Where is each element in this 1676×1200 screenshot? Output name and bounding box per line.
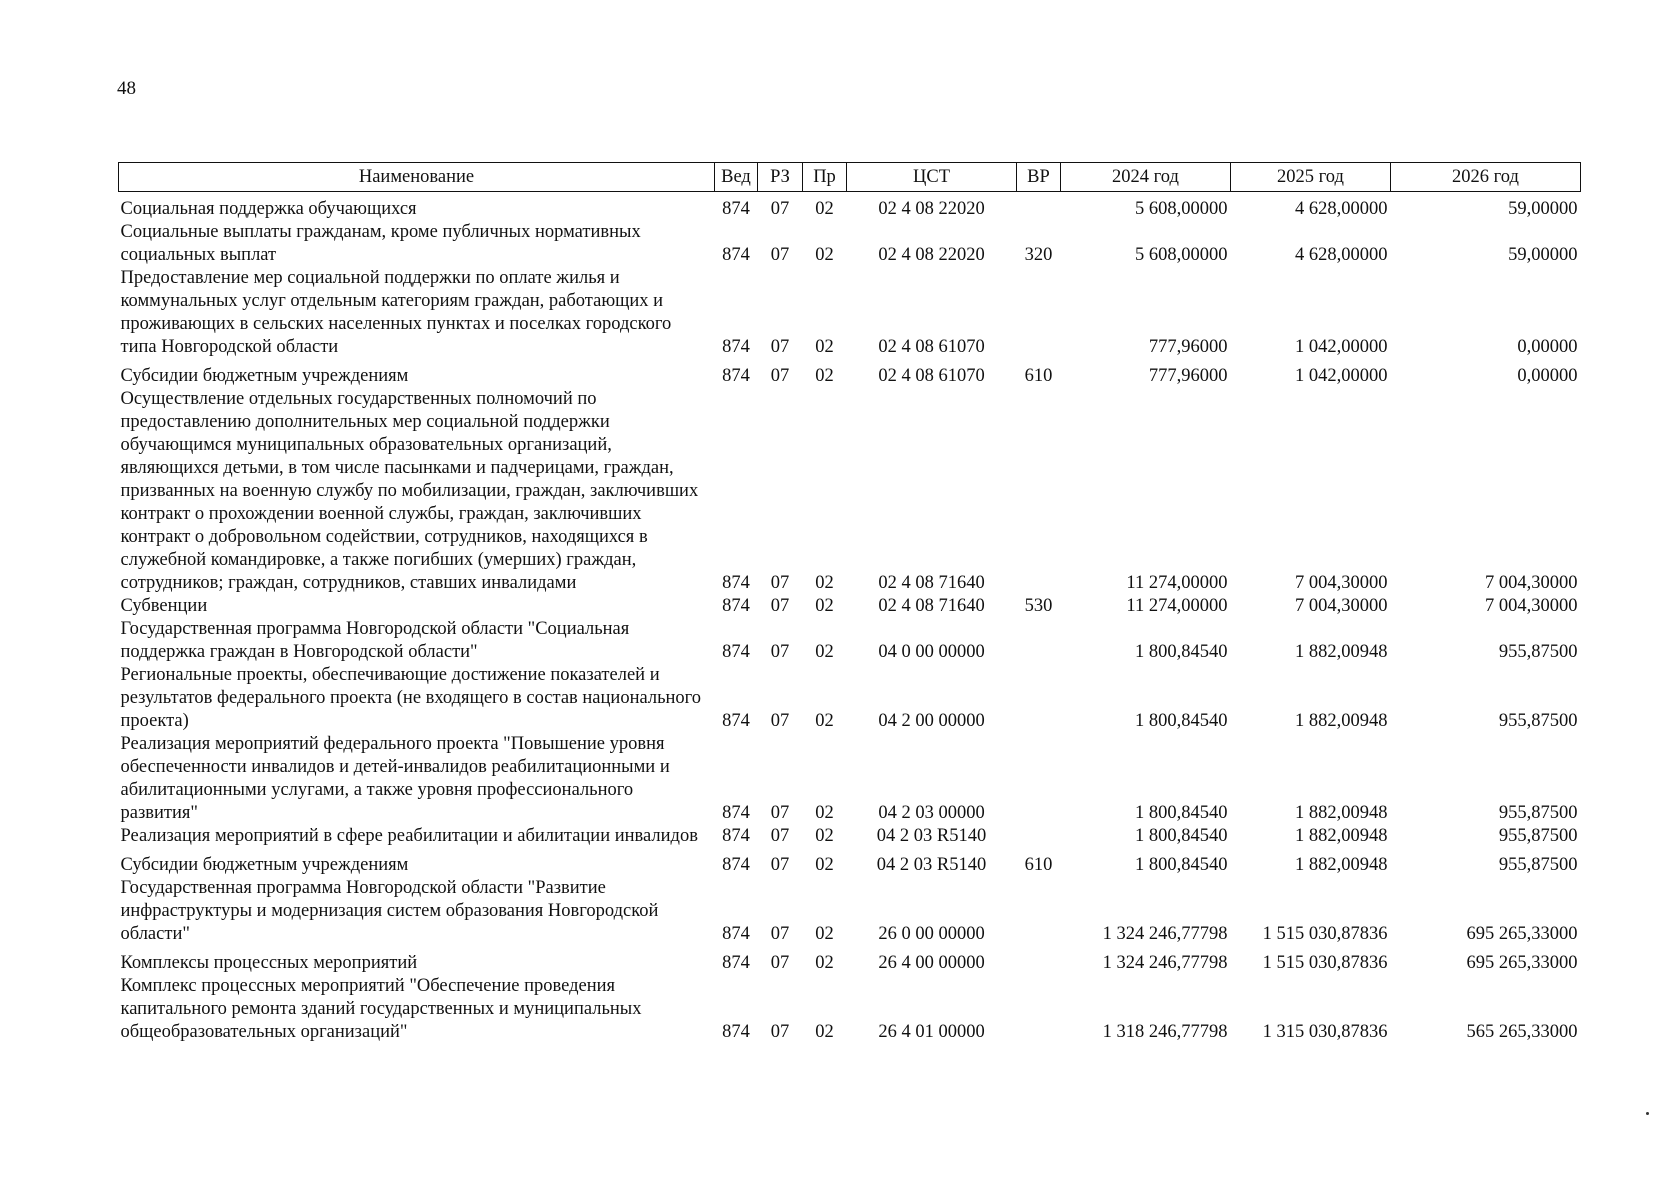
cell-ved: 874 [722, 803, 750, 823]
cell-vr: 610 [1024, 366, 1053, 386]
cell-2025: 1 882,00948 [1295, 826, 1388, 846]
header-2024: 2024 год [1061, 163, 1231, 192]
cell-2024: 777,96000 [1148, 366, 1228, 386]
table-row [119, 221, 1581, 267]
cell-pr: 02 [815, 924, 834, 944]
cell-pr: 02 [815, 337, 834, 357]
cell-2026: 0,00000 [1517, 337, 1578, 357]
cell-vr [1017, 825, 1061, 848]
cell-2025: 1 882,00948 [1295, 711, 1388, 731]
header-2025: 2025 год [1231, 163, 1391, 192]
table-row [119, 877, 1581, 946]
cell-vr [1017, 975, 1061, 1044]
cell-2025: 1 315 030,87836 [1262, 1022, 1388, 1042]
table-row [119, 946, 1581, 975]
table-row [119, 595, 1581, 618]
cell-ved: 874 [722, 953, 750, 973]
cell-vr [1017, 946, 1061, 975]
cell-2025: 7 004,30000 [1295, 596, 1388, 616]
cell-vr: 320 [1024, 245, 1053, 265]
cell-2025: 1 882,00948 [1295, 803, 1388, 823]
cell-2024: 1 800,84540 [1135, 826, 1228, 846]
cell-rz: 07 [770, 596, 790, 616]
cell-cst: 02 4 08 22020 [878, 199, 985, 219]
table-row [119, 618, 1581, 664]
cell-2026: 7 004,30000 [1485, 573, 1578, 593]
budget-table-container [118, 162, 1580, 1044]
cell-2026: 695 265,33000 [1466, 953, 1578, 973]
cell-ved: 874 [722, 245, 750, 265]
cell-ved: 874 [722, 711, 750, 731]
cell-pr: 02 [815, 642, 834, 662]
cell-cst: 04 0 00 00000 [878, 642, 985, 662]
cell-rz: 07 [770, 337, 790, 357]
cell-vr [1017, 388, 1061, 595]
cell-ved: 874 [722, 826, 750, 846]
cell-vr [1017, 618, 1061, 664]
cell-2024: 11 274,00000 [1126, 573, 1228, 593]
header-pr: Пр [803, 163, 847, 192]
cell-rz: 07 [770, 199, 790, 219]
cell-2024: 1 800,84540 [1135, 642, 1228, 662]
cell-vr: 530 [1024, 596, 1053, 616]
cell-rz: 07 [770, 826, 790, 846]
cell-name: Субвенции [120, 596, 208, 616]
cell-cst: 04 2 00 00000 [878, 711, 985, 731]
table-row [119, 825, 1581, 848]
cell-ved: 874 [722, 366, 750, 386]
cell-vr [1017, 877, 1061, 946]
cell-name: Реализация мероприятий федерального проекта "Повышение уровня обеспеченности инвалидов и детей-инвалидов реабилитационными и абилитационными услугами, а также уровня профессионального развития" [120, 734, 670, 823]
cell-2024: 1 800,84540 [1135, 855, 1228, 875]
table-row [119, 192, 1581, 222]
cell-2025: 1 042,00000 [1295, 337, 1388, 357]
cell-pr: 02 [815, 573, 834, 593]
cell-2025: 1 042,00000 [1295, 366, 1388, 386]
scan-speck [1646, 1112, 1649, 1115]
cell-name: Осуществление отдельных государственных полномочий по предоставлению дополнительных мер социальной поддержки обучающимся муниципальных образовательных организаций, являющихся детьми, в том числе пасынками и падчерицами, граждан, призванных на военную службу по мобилизации, граждан, заключивших контракт о прохождении военной службы, граждан, заключивших контракт о добровольном содействии, сотрудников, находящихся в служебной командировке, а также погибших (умерших) граждан, сотрудников; граждан, сотрудников, ставших инвалидами [120, 389, 699, 593]
table-row [119, 664, 1581, 733]
cell-ved: 874 [722, 573, 750, 593]
cell-cst: 02 4 08 71640 [878, 573, 985, 593]
cell-2024: 1 324 246,77798 [1102, 953, 1228, 973]
cell-ved: 874 [722, 642, 750, 662]
cell-rz: 07 [770, 245, 790, 265]
cell-pr: 02 [815, 855, 834, 875]
cell-2026: 565 265,33000 [1466, 1022, 1578, 1042]
cell-ved: 874 [722, 337, 750, 357]
header-name: Наименование [119, 163, 715, 192]
cell-2025: 4 628,00000 [1295, 199, 1388, 219]
table-row [119, 975, 1581, 1044]
cell-rz: 07 [770, 366, 790, 386]
table-header-row [119, 163, 1581, 192]
cell-rz: 07 [770, 803, 790, 823]
cell-2024: 1 800,84540 [1135, 711, 1228, 731]
cell-pr: 02 [815, 596, 834, 616]
cell-rz: 07 [770, 642, 790, 662]
cell-2025: 1 515 030,87836 [1262, 924, 1388, 944]
cell-2025: 1 882,00948 [1295, 642, 1388, 662]
cell-cst: 04 2 03 R5140 [876, 826, 987, 846]
cell-2024: 1 800,84540 [1135, 803, 1228, 823]
cell-cst: 04 2 03 R5140 [876, 855, 987, 875]
cell-2025: 1 882,00948 [1295, 855, 1388, 875]
page-number: 48 [117, 78, 136, 99]
cell-name: Социальная поддержка обучающихся [120, 199, 417, 219]
cell-name: Социальные выплаты гражданам, кроме публичных нормативных социальных выплат [120, 222, 641, 265]
cell-name: Реализация мероприятий в сфере реабилитации и абилитации инвалидов [120, 826, 698, 846]
cell-rz: 07 [770, 855, 790, 875]
cell-ved: 874 [722, 924, 750, 944]
cell-cst: 02 4 08 61070 [878, 337, 985, 357]
cell-2026: 955,87500 [1498, 711, 1578, 731]
cell-name: Комплекс процессных мероприятий "Обеспечение проведения капитального ремонта зданий государственных и муниципальных общеобразовательных организаций" [120, 976, 642, 1042]
cell-2024: 777,96000 [1148, 337, 1228, 357]
header-vr: ВР [1017, 163, 1061, 192]
cell-cst: 02 4 08 61070 [878, 366, 985, 386]
cell-cst: 26 0 00 00000 [878, 924, 985, 944]
cell-pr: 02 [815, 1022, 834, 1042]
table-row [119, 359, 1581, 388]
cell-ved: 874 [722, 199, 750, 219]
cell-2026: 695 265,33000 [1466, 924, 1578, 944]
cell-pr: 02 [815, 245, 834, 265]
cell-2026: 59,00000 [1508, 245, 1578, 265]
cell-rz: 07 [770, 924, 790, 944]
cell-2026: 955,87500 [1498, 826, 1578, 846]
cell-2026: 59,00000 [1508, 199, 1578, 219]
cell-pr: 02 [815, 199, 834, 219]
cell-ved: 874 [722, 855, 750, 875]
cell-ved: 874 [722, 596, 750, 616]
cell-vr [1017, 733, 1061, 825]
cell-2024: 5 608,00000 [1135, 199, 1228, 219]
table-row [119, 733, 1581, 825]
table-body [119, 192, 1581, 1045]
cell-2024: 1 318 246,77798 [1102, 1022, 1228, 1042]
table-row [119, 848, 1581, 877]
table-row [119, 267, 1581, 359]
cell-pr: 02 [815, 803, 834, 823]
cell-name: Субсидии бюджетным учреждениям [120, 855, 409, 875]
cell-name: Комплексы процессных мероприятий [120, 953, 418, 973]
cell-name: Предоставление мер социальной поддержки по оплате жилья и коммунальных услуг отдельным категориям граждан, работающих и проживающих в сельских населенных пунктах и поселках городского типа Новгородской области [120, 268, 672, 357]
cell-2026: 955,87500 [1498, 803, 1578, 823]
cell-name: Региональные проекты, обеспечивающие достижение показателей и результатов федерального проекта (не входящего в состав национального проекта) [120, 665, 702, 731]
cell-rz: 07 [770, 1022, 790, 1042]
table-row [119, 388, 1581, 595]
cell-2025: 4 628,00000 [1295, 245, 1388, 265]
cell-cst: 26 4 00 00000 [878, 953, 985, 973]
header-ved: Вед [715, 163, 758, 192]
cell-pr: 02 [815, 953, 834, 973]
cell-cst: 26 4 01 00000 [878, 1022, 985, 1042]
cell-pr: 02 [815, 711, 834, 731]
cell-2026: 955,87500 [1498, 855, 1578, 875]
cell-name: Субсидии бюджетным учреждениям [120, 366, 409, 386]
cell-2025: 1 515 030,87836 [1262, 953, 1388, 973]
cell-2026: 0,00000 [1517, 366, 1578, 386]
cell-pr: 02 [815, 366, 834, 386]
cell-rz: 07 [770, 573, 790, 593]
cell-vr [1017, 267, 1061, 359]
header-2026: 2026 год [1391, 163, 1581, 192]
header-cst: ЦСТ [847, 163, 1017, 192]
header-rz: РЗ [758, 163, 803, 192]
cell-pr: 02 [815, 826, 834, 846]
cell-2024: 5 608,00000 [1135, 245, 1228, 265]
cell-name: Государственная программа Новгородской области "Социальная поддержка граждан в Новгородской области" [120, 619, 630, 662]
cell-cst: 04 2 03 00000 [878, 803, 985, 823]
cell-2024: 11 274,00000 [1126, 596, 1228, 616]
cell-ved: 874 [722, 1022, 750, 1042]
cell-2026: 955,87500 [1498, 642, 1578, 662]
cell-2025: 7 004,30000 [1295, 573, 1388, 593]
cell-vr [1017, 664, 1061, 733]
cell-rz: 07 [770, 953, 790, 973]
cell-cst: 02 4 08 22020 [878, 245, 985, 265]
cell-2026: 7 004,30000 [1485, 596, 1578, 616]
cell-vr: 610 [1024, 855, 1053, 875]
cell-vr [1017, 192, 1061, 222]
budget-table [118, 162, 1581, 1044]
cell-rz: 07 [770, 711, 790, 731]
cell-2024: 1 324 246,77798 [1102, 924, 1228, 944]
cell-name: Государственная программа Новгородской области "Развитие инфраструктуры и модернизация систем образования Новгородской области" [120, 878, 659, 944]
cell-cst: 02 4 08 71640 [878, 596, 985, 616]
